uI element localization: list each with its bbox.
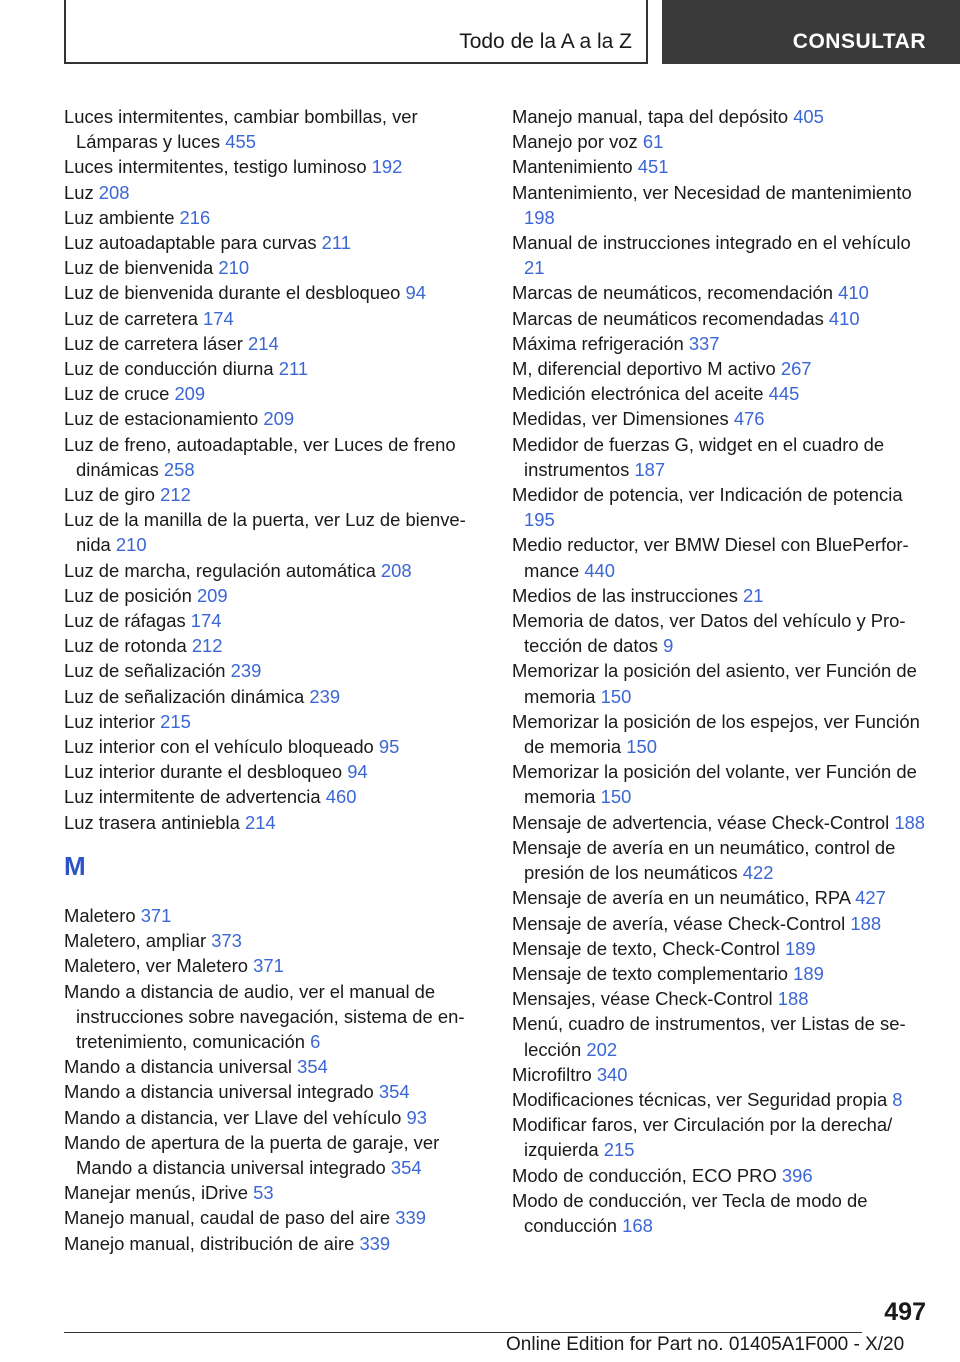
entry-page-link[interactable]: 212 bbox=[191, 635, 223, 657]
entry-term: Manejo por voz bbox=[512, 131, 638, 153]
index-entry bbox=[64, 154, 482, 179]
entry-page-link[interactable]: 405 bbox=[793, 106, 824, 127]
entry-page-link[interactable]: 214 bbox=[244, 811, 276, 833]
index-entry bbox=[512, 961, 932, 986]
entry-page-link[interactable]: 189 bbox=[784, 937, 816, 959]
entry-page-link[interactable]: 150 bbox=[600, 685, 632, 707]
entry-page-link[interactable]: 150 bbox=[626, 736, 657, 758]
index-entry bbox=[64, 784, 482, 809]
index-entry bbox=[512, 154, 932, 179]
section-letter: M bbox=[64, 850, 86, 881]
entry-term: Luz de carretera bbox=[64, 307, 198, 329]
entry-term: Modificaciones técnicas, ver Seguridad propia bbox=[512, 1088, 888, 1110]
index-entry bbox=[512, 432, 932, 482]
index-entry bbox=[64, 684, 482, 709]
entry-term: Menú, cuadro de instrumentos, ver Listas de selección bbox=[512, 1013, 906, 1060]
entry-term: Manejar menús, iDrive bbox=[64, 1182, 248, 1204]
index-entry bbox=[512, 709, 932, 759]
entry-term: Mensajes, véase Check-Control bbox=[512, 988, 773, 1010]
entry-page-link[interactable]: 445 bbox=[768, 383, 800, 405]
index-entry bbox=[512, 1011, 932, 1061]
index-entry bbox=[512, 759, 932, 809]
entry-term: Luz trasera antiniebla bbox=[64, 811, 240, 833]
index-entry bbox=[512, 306, 932, 331]
entry-page-link[interactable]: 239 bbox=[230, 660, 262, 682]
index-entry bbox=[512, 129, 932, 154]
index-entry bbox=[64, 356, 482, 381]
entry-term: Luz de carretera láser bbox=[64, 332, 243, 354]
index-entry bbox=[512, 608, 932, 658]
index-entry bbox=[64, 1054, 482, 1079]
entry-term: Mensaje de avería en un neumático, RPA bbox=[512, 887, 851, 909]
entry-term: Luz de señalización dinámica bbox=[64, 685, 305, 707]
entry-term: Luz de rotonda bbox=[64, 635, 187, 657]
entry-term: Memorizar la posición del volante, ver Función de memoria bbox=[512, 761, 917, 808]
entry-term: Memoria de datos, ver Datos del vehículo y Protección de datos bbox=[512, 610, 906, 657]
index-entry bbox=[64, 1079, 482, 1104]
entry-term: Luz de giro bbox=[64, 484, 155, 506]
entry-term: Marcas de neumáticos, recomendación bbox=[512, 282, 833, 304]
entry-term: Luz bbox=[64, 181, 94, 203]
entry-term: Luces intermitentes, testigo luminoso bbox=[64, 156, 367, 178]
entry-term: Medio reductor, ver BMW Diesel con BluePerformance bbox=[512, 534, 909, 581]
entry-term: Medidas, ver Dimensiones bbox=[512, 408, 729, 430]
entry-term: Maletero, ampliar bbox=[64, 930, 207, 952]
index-entry bbox=[512, 911, 932, 936]
index-entry bbox=[512, 885, 932, 910]
entry-term: Mantenimiento, ver Necesidad de mantenimiento bbox=[512, 181, 912, 203]
index-entry bbox=[64, 331, 482, 356]
entry-page-link[interactable]: 212 bbox=[160, 484, 191, 506]
index-entry bbox=[64, 734, 482, 759]
index-entry bbox=[64, 104, 482, 154]
section-tab[interactable] bbox=[662, 0, 960, 64]
entry-term: Manejo manual, distribución de aire bbox=[64, 1232, 355, 1254]
entry-page-link[interactable]: 339 bbox=[395, 1207, 426, 1229]
entry-term: Luz de señalización bbox=[64, 660, 226, 682]
entry-page-link[interactable]: 339 bbox=[359, 1232, 391, 1254]
index-entry bbox=[64, 903, 482, 928]
entry-page-link[interactable]: 427 bbox=[855, 887, 886, 909]
index-entry bbox=[512, 331, 932, 356]
index-entry bbox=[512, 1188, 932, 1238]
index-entry bbox=[64, 180, 482, 205]
entry-term: Marcas de neumáticos recomendadas bbox=[512, 307, 824, 329]
entry-page-link[interactable]: 215 bbox=[160, 710, 191, 732]
left-entries-m bbox=[64, 903, 482, 1256]
index-entry bbox=[512, 381, 932, 406]
index-entry bbox=[512, 1163, 932, 1188]
entry-page-link[interactable]: 21 bbox=[524, 257, 545, 279]
entry-term: Mando a distancia de audio, ver el manual de instrucciones sobre navegación, sistema de entretenimiento, comunicación bbox=[64, 980, 465, 1052]
index-entry bbox=[512, 936, 932, 961]
index-entry bbox=[512, 532, 932, 582]
entry-term: Luz ambiente bbox=[64, 206, 175, 228]
entry-page-link[interactable]: 9 bbox=[663, 635, 674, 657]
index-entry bbox=[64, 1130, 482, 1180]
index-column-right bbox=[512, 104, 932, 1238]
index-entry bbox=[64, 928, 482, 953]
index-column-left bbox=[64, 104, 482, 1256]
index-entry bbox=[64, 709, 482, 734]
index-entry bbox=[64, 810, 482, 835]
entry-page-link[interactable]: 371 bbox=[253, 955, 284, 977]
entry-page-link[interactable]: 239 bbox=[309, 685, 341, 707]
entry-term: Mando a distancia universal bbox=[64, 1056, 292, 1078]
index-entry bbox=[64, 608, 482, 633]
entry-term: Luz de ráfagas bbox=[64, 610, 186, 632]
page-number: 497 bbox=[884, 1298, 926, 1326]
entry-page-link[interactable]: 455 bbox=[225, 131, 256, 153]
entry-page-link[interactable]: 410 bbox=[828, 307, 860, 329]
index-entry bbox=[64, 306, 482, 331]
footer-edition: Online Edition for Part no. 01405A1F000 - X/20 bbox=[506, 1334, 905, 1355]
entry-page-link[interactable]: 195 bbox=[524, 509, 555, 531]
index-entry bbox=[512, 810, 932, 835]
entry-term: Luz interior con el vehículo bloqueado bbox=[64, 736, 374, 758]
entry-page-link[interactable]: 208 bbox=[98, 181, 130, 203]
entry-page-link[interactable]: 192 bbox=[371, 156, 403, 178]
entry-page-link[interactable]: 8 bbox=[892, 1088, 903, 1110]
index-entry bbox=[64, 1105, 482, 1130]
entry-page-link[interactable]: 95 bbox=[378, 736, 400, 758]
entry-term: Memorizar la posición de los espejos, ver Función de memoria bbox=[512, 710, 920, 758]
entry-page-link[interactable]: 210 bbox=[115, 534, 147, 556]
entry-page-link[interactable]: 373 bbox=[211, 930, 242, 952]
index-entry bbox=[64, 759, 482, 784]
entry-page-link[interactable]: 209 bbox=[263, 408, 295, 430]
entry-page-link[interactable]: 189 bbox=[793, 962, 824, 984]
entry-term: Luz autoadaptable para curvas bbox=[64, 232, 317, 254]
entry-page-link[interactable]: 210 bbox=[218, 257, 250, 279]
entry-term: Luz de bienvenida durante el desbloqueo bbox=[64, 282, 401, 304]
index-entry bbox=[64, 205, 482, 230]
index-entry bbox=[512, 406, 932, 431]
entry-term: Mantenimiento bbox=[512, 156, 633, 178]
entry-page-link[interactable]: 396 bbox=[781, 1164, 813, 1186]
section-tab-label: CONSULTAR bbox=[792, 30, 926, 53]
entry-term: Mando a distancia, ver Llave del vehículo bbox=[64, 1106, 402, 1128]
entry-page-link[interactable]: 94 bbox=[405, 282, 427, 304]
index-tab[interactable] bbox=[64, 0, 648, 64]
entry-term: Medios de las instrucciones bbox=[512, 584, 738, 606]
entry-term: Luz de conducción diurna bbox=[64, 358, 274, 380]
entry-term: Maletero bbox=[64, 904, 136, 926]
index-tab-label: Todo de la A a la Z bbox=[459, 30, 632, 53]
entry-term: Máxima refrigeración bbox=[512, 332, 684, 354]
entry-term: Memorizar la posición del asiento, ver Función de memoria bbox=[512, 660, 917, 707]
entry-term: M, diferencial deportivo M activo bbox=[512, 358, 776, 380]
entry-page-link[interactable]: 21 bbox=[743, 584, 764, 606]
index-entry bbox=[512, 180, 932, 230]
entry-term: Mensaje de texto, Check-Control bbox=[512, 937, 780, 959]
index-entry bbox=[512, 230, 932, 280]
entry-page-link[interactable]: 354 bbox=[297, 1056, 328, 1078]
index-entry bbox=[512, 583, 932, 608]
entry-term: Mando a distancia universal integrado bbox=[64, 1081, 374, 1103]
entry-page-link[interactable]: 6 bbox=[310, 1030, 321, 1052]
entry-page-link[interactable]: 150 bbox=[600, 786, 632, 808]
entry-page-link[interactable]: 460 bbox=[325, 786, 357, 808]
right-entries bbox=[512, 104, 932, 1238]
entry-page-link[interactable]: 188 bbox=[850, 912, 882, 934]
entry-term: Medidor de fuerzas G, widget en el cuadro de instrumentos bbox=[512, 433, 885, 480]
entry-page-link[interactable]: 258 bbox=[163, 458, 195, 480]
entry-page-link[interactable]: 211 bbox=[321, 232, 351, 254]
entry-page-link[interactable]: 187 bbox=[634, 458, 666, 480]
entry-page-link[interactable]: 371 bbox=[140, 904, 172, 926]
index-entry bbox=[64, 1205, 482, 1230]
entry-page-link[interactable]: 337 bbox=[688, 332, 720, 354]
entry-term: Medición electrónica del aceite bbox=[512, 383, 764, 405]
entry-page-link[interactable]: 202 bbox=[586, 1038, 618, 1060]
index-entry bbox=[512, 356, 932, 381]
entry-page-link[interactable]: 94 bbox=[347, 761, 368, 783]
entry-term: Manual de instrucciones integrado en el vehículo bbox=[512, 232, 911, 254]
index-entry bbox=[512, 835, 932, 885]
entry-page-link[interactable]: 214 bbox=[248, 332, 279, 354]
entry-page-link[interactable]: 340 bbox=[596, 1063, 628, 1085]
index-entry bbox=[64, 406, 482, 431]
entry-page-link[interactable]: 208 bbox=[380, 559, 412, 581]
index-entry bbox=[64, 230, 482, 255]
entry-page-link[interactable]: 422 bbox=[742, 862, 774, 884]
index-entry bbox=[512, 280, 932, 305]
index-entry bbox=[64, 507, 482, 557]
entry-term: Luz de posición bbox=[64, 584, 192, 606]
index-entry bbox=[512, 658, 932, 708]
entry-page-link[interactable]: 211 bbox=[278, 358, 309, 380]
entry-page-link[interactable]: 93 bbox=[406, 1106, 427, 1128]
entry-term: Luz interior durante el desbloqueo bbox=[64, 761, 343, 783]
entry-page-link[interactable]: 354 bbox=[378, 1081, 410, 1103]
entry-term: Luz de cruce bbox=[64, 383, 170, 405]
index-entry bbox=[512, 1112, 932, 1162]
entry-page-link[interactable]: 216 bbox=[179, 206, 211, 228]
entry-term: Luz interior bbox=[64, 710, 155, 732]
index-entry bbox=[64, 381, 482, 406]
entry-term: Microfiltro bbox=[512, 1063, 592, 1085]
entry-term: Luces intermitentes, cambiar bombillas, ver Lámparas y luces bbox=[64, 106, 418, 153]
entry-page-link[interactable]: 53 bbox=[253, 1182, 274, 1204]
index-entry bbox=[512, 986, 932, 1011]
entry-page-link[interactable]: 198 bbox=[524, 206, 555, 228]
index-entry bbox=[64, 1180, 482, 1205]
index-entry bbox=[64, 255, 482, 280]
entry-page-link[interactable]: 188 bbox=[777, 988, 809, 1010]
entry-page-link[interactable]: 476 bbox=[733, 408, 765, 430]
entry-term: Mensaje de texto complementario bbox=[512, 962, 789, 984]
entry-term: Modificar faros, ver Circulación por la derecha/ izquierda bbox=[512, 1114, 893, 1161]
entry-page-link[interactable]: 174 bbox=[203, 307, 234, 329]
entry-term: Luz intermitente de advertencia bbox=[64, 786, 321, 808]
entry-page-link[interactable]: 410 bbox=[838, 282, 869, 304]
entry-term: Luz de la manilla de la puerta, ver Luz de bienvenida bbox=[64, 509, 466, 556]
entry-term: Mando de apertura de la puerta de garaje, ver Mando a distancia universal integrado bbox=[64, 1131, 440, 1178]
entry-term: Luz de marcha, regulación automática bbox=[64, 559, 376, 581]
entry-term: Luz de estacionamiento bbox=[64, 408, 259, 430]
index-entry bbox=[64, 953, 482, 978]
entry-term: Manejo manual, caudal de paso del aire bbox=[64, 1207, 391, 1229]
entry-page-link[interactable]: 440 bbox=[584, 559, 616, 581]
entry-term: Luz de bienvenida bbox=[64, 257, 214, 279]
index-entry bbox=[64, 482, 482, 507]
index-entry bbox=[64, 558, 482, 583]
index-entry bbox=[512, 104, 932, 129]
footer-divider bbox=[64, 1332, 862, 1333]
entry-page-link[interactable]: 354 bbox=[390, 1156, 422, 1178]
entry-page-link[interactable]: 168 bbox=[622, 1214, 653, 1236]
entry-term: Mensaje de advertencia, véase Check-Control bbox=[512, 811, 890, 833]
index-entry bbox=[512, 482, 932, 532]
entry-term: Luz de freno, autoadaptable, ver Luces de freno dinámicas bbox=[64, 433, 456, 480]
entry-page-link[interactable]: 209 bbox=[174, 383, 206, 405]
entry-page-link[interactable]: 174 bbox=[190, 610, 222, 632]
index-entry bbox=[64, 432, 482, 482]
entry-term: Mensaje de avería, véase Check-Control bbox=[512, 912, 846, 934]
entry-term: Modo de conducción, ECO PRO bbox=[512, 1164, 777, 1186]
index-entry bbox=[64, 1231, 482, 1256]
entry-term: Maletero, ver Maletero bbox=[64, 955, 248, 977]
entry-term: Medidor de potencia, ver Indicación de potencia bbox=[512, 484, 903, 506]
entry-term: Mensaje de avería en un neumático, control de presión de los neumáticos bbox=[512, 836, 896, 884]
entry-term: Manejo manual, tapa del depósito bbox=[512, 106, 789, 127]
index-entry bbox=[64, 583, 482, 608]
entry-term: Modo de conducción, ver Tecla de modo de conducción bbox=[512, 1189, 868, 1236]
index-entry bbox=[64, 280, 482, 305]
entry-page-link[interactable]: 61 bbox=[642, 131, 664, 153]
left-entries bbox=[64, 104, 482, 835]
index-entry bbox=[64, 658, 482, 683]
index-entry bbox=[64, 633, 482, 658]
entry-page-link[interactable]: 267 bbox=[780, 358, 812, 380]
entry-page-link[interactable]: 188 bbox=[894, 811, 926, 833]
entry-page-link[interactable]: 215 bbox=[603, 1139, 635, 1161]
index-entry bbox=[512, 1087, 932, 1112]
index-entry bbox=[64, 979, 482, 1055]
index-entry bbox=[512, 1062, 932, 1087]
entry-page-link[interactable]: 209 bbox=[196, 584, 228, 606]
entry-page-link[interactable]: 451 bbox=[637, 156, 669, 178]
